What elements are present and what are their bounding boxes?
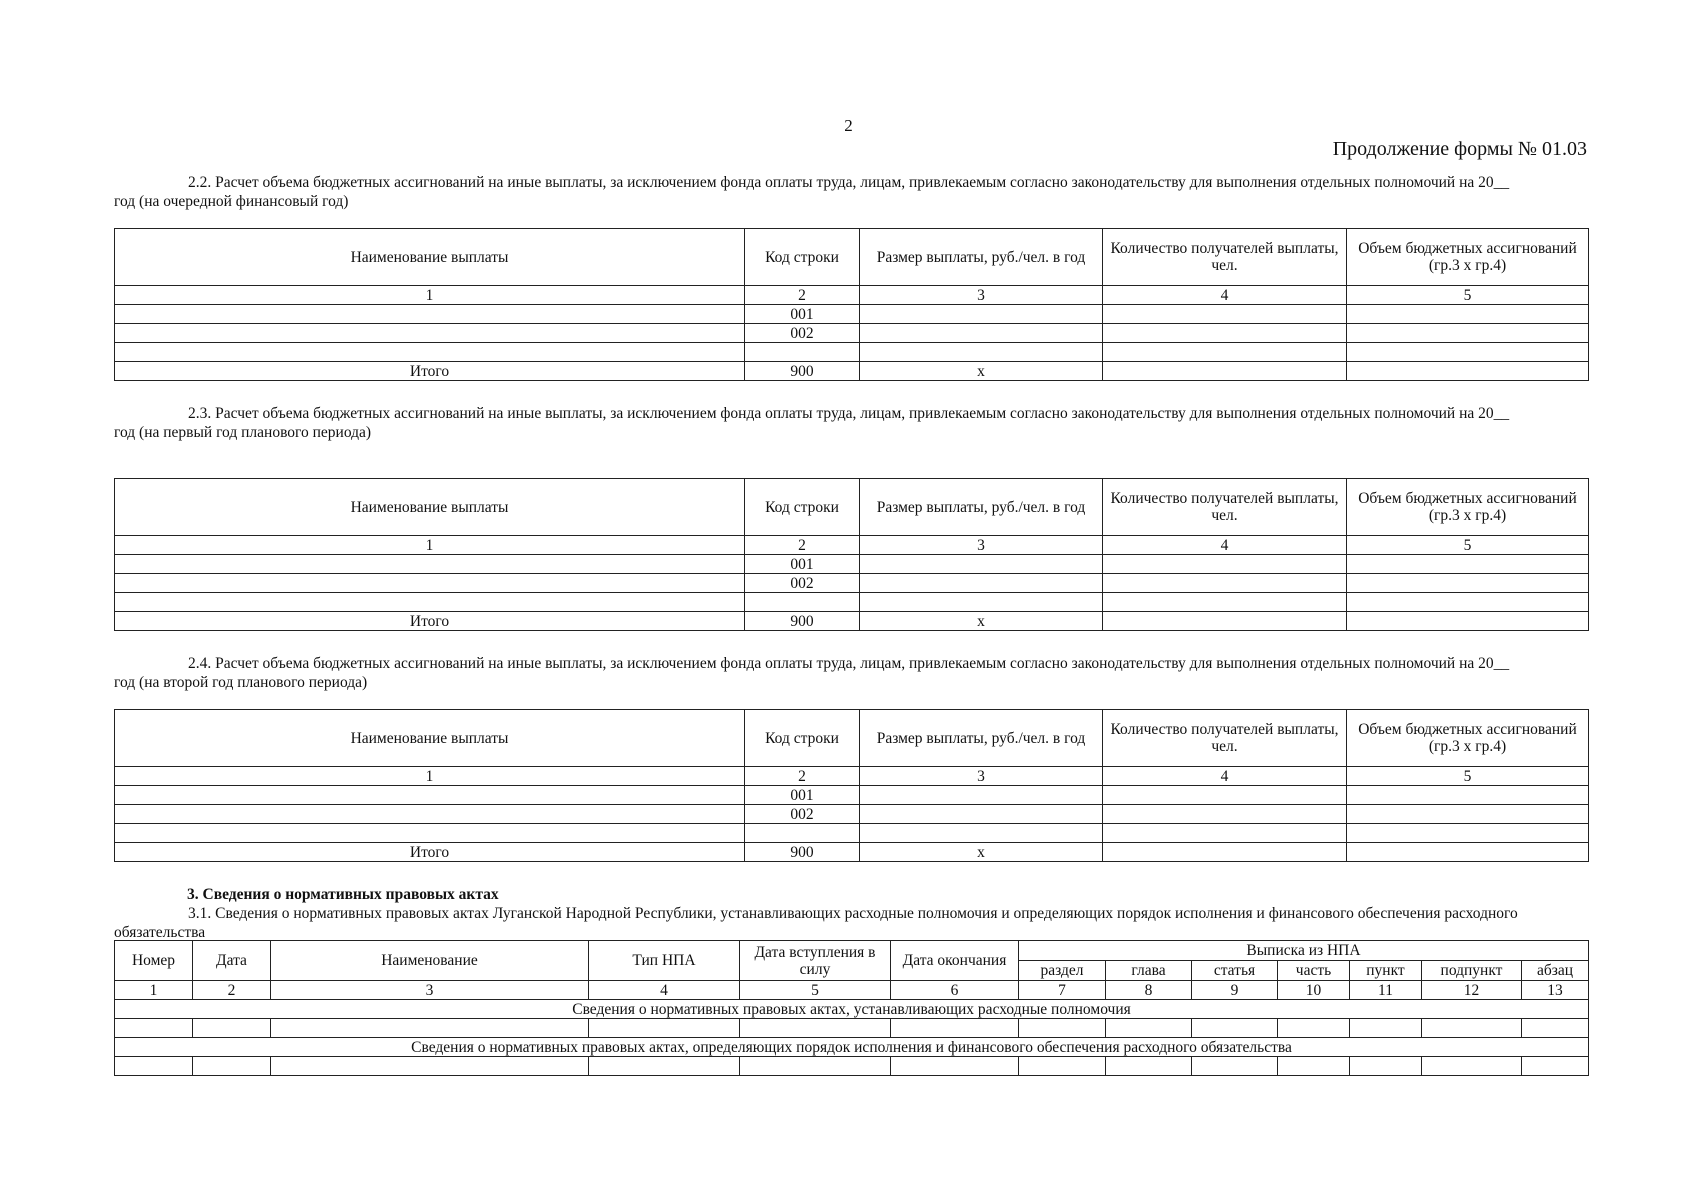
cell[interactable] xyxy=(1347,824,1589,843)
cell[interactable] xyxy=(1106,1057,1192,1076)
cell[interactable] xyxy=(115,824,745,843)
cell[interactable] xyxy=(1347,324,1589,343)
cell[interactable] xyxy=(1347,555,1589,574)
cell[interactable] xyxy=(1103,843,1347,862)
table-row xyxy=(115,305,1589,324)
col-number: 1 xyxy=(115,767,745,786)
col-header-npa-type: Тип НПА xyxy=(589,941,740,981)
cell[interactable] xyxy=(115,805,745,824)
total-size-x: x xyxy=(860,843,1103,862)
section-lead: 3.1. Сведения о нормативных правовых актах Луганской Народной Республики, устанавливающих расходные полномочия и определяющих порядок исполнения и финансового обеспечения расходного xyxy=(188,905,1518,922)
col-number: 4 xyxy=(1103,286,1347,305)
cell[interactable] xyxy=(860,824,1103,843)
col-number: 1 xyxy=(115,981,193,1000)
section-2-4-heading xyxy=(114,654,1586,692)
cell[interactable] xyxy=(115,305,745,324)
cell[interactable] xyxy=(860,305,1103,324)
section-lead: 2.3. Расчет объема бюджетных ассигнований на иные выплаты, за исключением фонда оплаты труда, лицам, привлекаемым согласно законодательству для выполнения отдельных полномочий на 20__ xyxy=(188,405,1510,422)
col-number: 3 xyxy=(271,981,589,1000)
col-number: 12 xyxy=(1422,981,1522,1000)
row-code: 002 xyxy=(745,574,860,593)
cell[interactable] xyxy=(271,1019,589,1038)
col-number: 2 xyxy=(745,286,860,305)
total-label: Итого xyxy=(115,612,745,631)
row-code xyxy=(745,593,860,612)
total-row xyxy=(115,843,1589,862)
cell[interactable] xyxy=(115,786,745,805)
cell[interactable] xyxy=(1103,362,1347,381)
total-label: Итого xyxy=(115,843,745,862)
col-header-code: Код строки xyxy=(745,710,860,767)
cell[interactable] xyxy=(860,593,1103,612)
col-header-name: Наименование выплаты xyxy=(115,479,745,536)
cell[interactable] xyxy=(1350,1019,1422,1038)
col-header-count: Количество получателей выплаты, чел. xyxy=(1103,229,1347,286)
cell[interactable] xyxy=(115,1057,193,1076)
cell[interactable] xyxy=(1347,786,1589,805)
cell[interactable] xyxy=(1103,805,1347,824)
cell[interactable] xyxy=(1278,1057,1350,1076)
col-header-size: Размер выплаты, руб./чел. в год xyxy=(860,710,1103,767)
row-code: 002 xyxy=(745,324,860,343)
row-code: 001 xyxy=(745,305,860,324)
col-number: 4 xyxy=(589,981,740,1000)
cell[interactable] xyxy=(1103,574,1347,593)
cell[interactable] xyxy=(740,1057,891,1076)
cell[interactable] xyxy=(1347,593,1589,612)
cell[interactable] xyxy=(1522,1057,1589,1076)
table-row xyxy=(115,324,1589,343)
cell[interactable] xyxy=(860,805,1103,824)
cell[interactable] xyxy=(1422,1019,1522,1038)
col-number: 11 xyxy=(1350,981,1422,1000)
section-3-title: 3. Сведения о нормативных правовых актах xyxy=(187,886,499,903)
cell[interactable] xyxy=(860,343,1103,362)
col-number: 2 xyxy=(193,981,271,1000)
col-number: 1 xyxy=(115,536,745,555)
section-tail: год (на первый год планового периода) xyxy=(114,424,372,441)
col-header-subpoint: подпункт xyxy=(1422,961,1522,981)
col-header-count: Количество получателей выплаты, чел. xyxy=(1103,479,1347,536)
col-header-name: Наименование выплаты xyxy=(115,229,745,286)
total-code: 900 xyxy=(745,362,860,381)
cell[interactable] xyxy=(860,324,1103,343)
section-lead: 2.4. Расчет объема бюджетных ассигнований на иные выплаты, за исключением фонда оплаты труда, лицам, привлекаемым согласно законодательству для выполнения отдельных полномочий на 20__ xyxy=(188,655,1510,672)
col-header-number: Номер xyxy=(115,941,193,981)
row-code: 001 xyxy=(745,555,860,574)
cell[interactable] xyxy=(1103,555,1347,574)
section-2-3-heading xyxy=(114,404,1586,442)
cell[interactable] xyxy=(1347,612,1589,631)
col-header-effective-date: Дата вступления в силу xyxy=(740,941,891,981)
col-header-title: Наименование xyxy=(271,941,589,981)
col-number: 5 xyxy=(740,981,891,1000)
total-size-x: x xyxy=(860,362,1103,381)
col-header-name: Наименование выплаты xyxy=(115,710,745,767)
cell[interactable] xyxy=(1350,1057,1422,1076)
col-header-volume: Объем бюджетных ассигнований (гр.3 х гр.4) xyxy=(1347,479,1589,536)
cell[interactable] xyxy=(1347,805,1589,824)
cell[interactable] xyxy=(115,574,745,593)
table-row xyxy=(115,1057,1589,1076)
cell[interactable] xyxy=(1522,1019,1589,1038)
cell[interactable] xyxy=(589,1057,740,1076)
col-header-size: Размер выплаты, руб./чел. в год xyxy=(860,229,1103,286)
col-header-point: пункт xyxy=(1350,961,1422,981)
col-number: 6 xyxy=(891,981,1019,1000)
payment-table-2-3 xyxy=(114,478,1589,631)
col-number: 5 xyxy=(1347,767,1589,786)
row-code: 001 xyxy=(745,786,860,805)
cell[interactable] xyxy=(115,1019,193,1038)
col-number: 4 xyxy=(1103,767,1347,786)
cell[interactable] xyxy=(1103,824,1347,843)
section-lead: 2.2. Расчет объема бюджетных ассигнований на иные выплаты, за исключением фонда оплаты труда, лицам, привлекаемым согласно законодательству для выполнения отдельных полномочий на 20__ xyxy=(188,174,1510,191)
cell[interactable] xyxy=(1192,1019,1278,1038)
table-row xyxy=(115,1019,1589,1038)
payment-table-2-2 xyxy=(114,228,1589,381)
col-number: 3 xyxy=(860,767,1103,786)
cell[interactable] xyxy=(115,343,745,362)
section-tail: обязательства xyxy=(114,924,206,941)
cell[interactable] xyxy=(589,1019,740,1038)
col-number: 3 xyxy=(860,536,1103,555)
npa-table xyxy=(114,940,1589,1076)
cell[interactable] xyxy=(891,1057,1019,1076)
col-header-article: статья xyxy=(1192,961,1278,981)
table-row xyxy=(115,824,1589,843)
col-header-volume: Объем бюджетных ассигнований (гр.3 х гр.4) xyxy=(1347,710,1589,767)
table-row xyxy=(115,805,1589,824)
cell[interactable] xyxy=(1103,593,1347,612)
page-number: 2 xyxy=(844,116,853,135)
col-number: 8 xyxy=(1106,981,1192,1000)
cell[interactable] xyxy=(115,324,745,343)
col-number: 4 xyxy=(1103,536,1347,555)
table-row xyxy=(115,593,1589,612)
cell[interactable] xyxy=(1103,305,1347,324)
col-number: 10 xyxy=(1278,981,1350,1000)
total-label: Итого xyxy=(115,362,745,381)
cell[interactable] xyxy=(1347,574,1589,593)
row-code xyxy=(745,824,860,843)
col-number: 9 xyxy=(1192,981,1278,1000)
col-number: 2 xyxy=(745,767,860,786)
col-header-size: Размер выплаты, руб./чел. в год xyxy=(860,479,1103,536)
band-establishing-powers: Сведения о нормативных правовых актах, устанавливающих расходные полномочия xyxy=(115,1000,1589,1019)
cell[interactable] xyxy=(1347,362,1589,381)
row-code xyxy=(745,343,860,362)
table-row xyxy=(115,574,1589,593)
col-header-code: Код строки xyxy=(745,479,860,536)
cell[interactable] xyxy=(860,786,1103,805)
col-number: 13 xyxy=(1522,981,1589,1000)
table-row xyxy=(115,555,1589,574)
cell[interactable] xyxy=(1347,343,1589,362)
cell[interactable] xyxy=(1347,305,1589,324)
cell[interactable] xyxy=(860,574,1103,593)
col-header-extract: Выписка из НПА xyxy=(1019,941,1589,961)
payment-table-2-4 xyxy=(114,709,1589,862)
col-header-section: раздел xyxy=(1019,961,1106,981)
cell[interactable] xyxy=(1106,1019,1192,1038)
cell[interactable] xyxy=(1103,343,1347,362)
total-row xyxy=(115,612,1589,631)
col-header-paragraph: абзац xyxy=(1522,961,1589,981)
cell[interactable] xyxy=(115,555,745,574)
table-row xyxy=(115,343,1589,362)
total-row xyxy=(115,362,1589,381)
total-size-x: x xyxy=(860,612,1103,631)
cell[interactable] xyxy=(891,1019,1019,1038)
cell[interactable] xyxy=(740,1019,891,1038)
total-code: 900 xyxy=(745,612,860,631)
cell[interactable] xyxy=(1278,1019,1350,1038)
cell[interactable] xyxy=(193,1057,271,1076)
form-continuation-label: Продолжение формы № 01.03 xyxy=(1332,138,1587,160)
band-execution-procedure: Сведения о нормативных правовых актах, определяющих порядок исполнения и финансового обеспечения расходного обязательства xyxy=(115,1038,1589,1057)
col-number: 3 xyxy=(860,286,1103,305)
cell[interactable] xyxy=(115,593,745,612)
col-header-volume: Объем бюджетных ассигнований (гр.3 х гр.4) xyxy=(1347,229,1589,286)
cell[interactable] xyxy=(271,1057,589,1076)
col-number: 5 xyxy=(1347,536,1589,555)
row-code: 002 xyxy=(745,805,860,824)
section-3-1-heading xyxy=(114,904,1586,942)
cell[interactable] xyxy=(1422,1057,1522,1076)
col-number: 7 xyxy=(1019,981,1106,1000)
total-code: 900 xyxy=(745,843,860,862)
cell[interactable] xyxy=(193,1019,271,1038)
section-2-2-heading xyxy=(114,173,1586,211)
col-header-end-date: Дата окончания xyxy=(891,941,1019,981)
col-header-date: Дата xyxy=(193,941,271,981)
col-number: 1 xyxy=(115,286,745,305)
cell[interactable] xyxy=(1103,324,1347,343)
section-tail: год (на второй год планового периода) xyxy=(114,674,368,691)
cell[interactable] xyxy=(1103,612,1347,631)
col-header-count: Количество получателей выплаты, чел. xyxy=(1103,710,1347,767)
col-number: 2 xyxy=(745,536,860,555)
cell[interactable] xyxy=(860,555,1103,574)
cell[interactable] xyxy=(1192,1057,1278,1076)
col-header-part: часть xyxy=(1278,961,1350,981)
col-header-chapter: глава xyxy=(1106,961,1192,981)
table-row xyxy=(115,786,1589,805)
cell[interactable] xyxy=(1019,1057,1106,1076)
col-number: 5 xyxy=(1347,286,1589,305)
section-tail: год (на очередной финансовый год) xyxy=(114,193,349,210)
cell[interactable] xyxy=(1347,843,1589,862)
col-header-code: Код строки xyxy=(745,229,860,286)
cell[interactable] xyxy=(1103,786,1347,805)
cell[interactable] xyxy=(1019,1019,1106,1038)
